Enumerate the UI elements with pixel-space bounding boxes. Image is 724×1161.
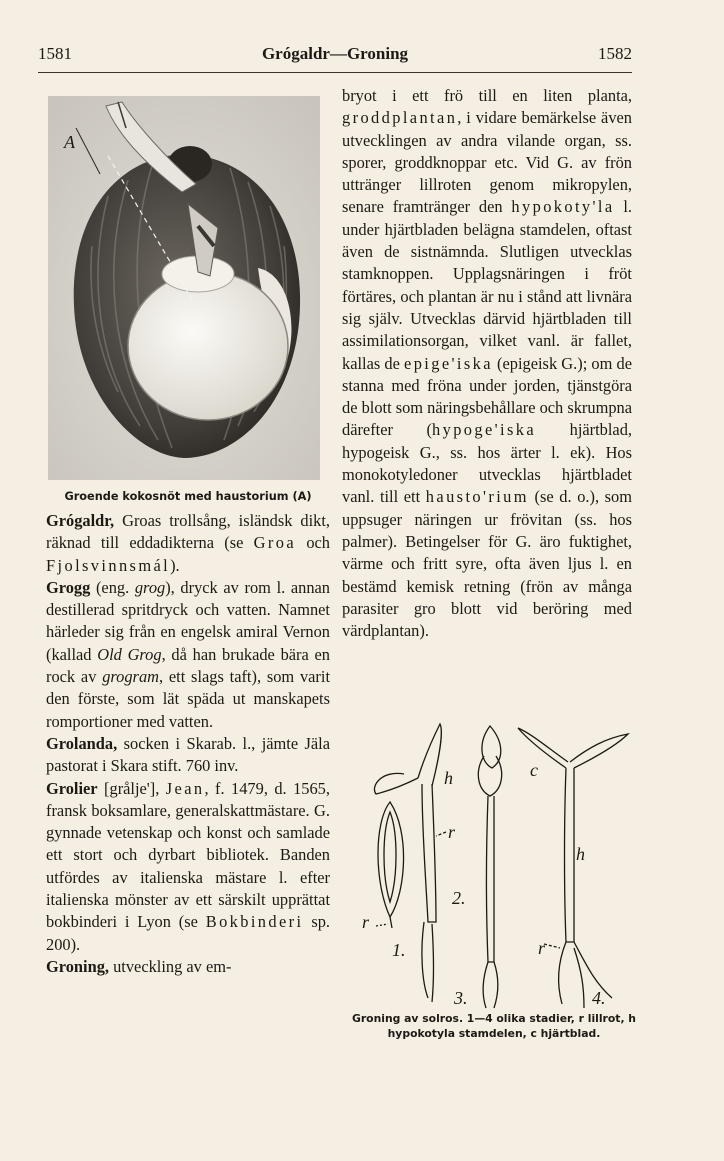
figure1-caption: Groende kokosnöt med haustorium (A) xyxy=(64,490,312,503)
label-h-stage2: h xyxy=(444,768,453,788)
label-r-stage4: r xyxy=(538,938,546,958)
entry-headword: Grogg xyxy=(46,577,91,597)
page-title: Grógaldr—Groning xyxy=(261,44,409,63)
label-r-stage1: r xyxy=(362,912,370,932)
entry-grolanda: Grolanda, socken i Skarab. l., jämte Jäla pastorat i Skara stift. 760 inv. xyxy=(46,733,330,776)
entry-grogaldr: Grógaldr, Groas trollsång, isländsk dikt, räknad till eddadikterna (se Groa och Fjolsvinnsmál). xyxy=(46,511,330,575)
label-c-stage4: c xyxy=(530,760,538,780)
entry-grogg: Grogg (eng. grog), dryck av rom l. annan destillerad spritdryck och vatten. Namnet härleder sig från en engelsk amiral Vernon (kallad Old Grog, då han brukade bära en rock av grogram, ett slags taft), som varit den förste, som lät späda ut manskapets romportioner med vatten. xyxy=(46,577,330,731)
entry-headword: Grolanda, xyxy=(46,733,118,753)
right-column xyxy=(342,85,632,642)
label-stage-1: 1. xyxy=(392,940,406,960)
label-stage-2: 2. xyxy=(452,888,466,908)
figure-label-a: A xyxy=(64,132,75,152)
cross-reference: Groa xyxy=(253,533,297,553)
left-column xyxy=(46,510,330,978)
entry-grolier: Grolier [grålje'], Jean, f. 1479, d. 1565, fransk boksamlare, generalskattmästare. G. gynnade vetenskap och konst och samlade ett stort och dyrbart bibliotek. Banden utfördes av italienska mästare l. efter italienska mönster av ett särskilt upprättat bokbinderi i Lyon (se Bokbinderi sp. 200). xyxy=(46,778,330,954)
coconut-figure xyxy=(48,96,320,480)
figure2-caption: Groning av solros. 1—4 olika stadier, r lillrot, h hypokotyla stamdelen, c hjärtblad. xyxy=(351,1012,636,1040)
page-header xyxy=(38,44,632,70)
page-number-right: 1582 xyxy=(598,44,632,63)
entry-groning: Groning, utveckling av em- xyxy=(46,956,232,976)
label-r-stage2: r xyxy=(448,822,456,842)
coconut-illustration xyxy=(48,96,320,480)
entry-headword: Grolier xyxy=(46,778,98,798)
entry-groning-continued: bryot i ett frö till en liten planta, groddplantan, i vidare bemärkelse även utvecklingen av andra vilande organ, ss. sporer, groddknoppar etc. Vid G. av frön uttränger lillroten genom mikropylen, senare framtränger den hypokoty'la l. under hjärtbladen belägna stamdelen, oftast även de sistnämnda. Slutligen utvecklas stamknoppen. Upplagsnäringen i fröt förtäres, och plantan är nu i stånd att livnära sig själv. Utvecklas därvid hjärtbladen till assimilationsorgan, vilket vanl. är fallet, kallas de epige'iska (epigeisk G.); om de stanna med fröna under jorden, tjänstgöra de blott som näringsbehållare och skrumpna därefter (hypoge'iska hjärtblad, hypogeisk G., ss. hos ärter l. ek). Hos monokotyledoner utvecklas hjärtbladet vanl. till ett hausto'rium (se d. o.), som uppsuger näringen ur frövitan (ss. hos palmer). Betingelser för G. äro fuktighet, värme och fritt syre, ofta även ljus l. en bestämd kemisk retning (frön av många parasiter gro blott vid beröring med värdplantan). xyxy=(342,86,633,641)
label-stage-3: 3. xyxy=(454,988,468,1008)
label-stage-4: 4. xyxy=(592,988,606,1008)
entry-headword: Groning, xyxy=(46,956,110,976)
cross-reference: Fjolsvinnsmál xyxy=(46,555,171,575)
cross-reference: Bokbinderi xyxy=(205,912,304,932)
entry-headword: Grógaldr, xyxy=(46,511,115,530)
sunflower-figure xyxy=(362,712,640,1012)
germination-illustration xyxy=(362,712,640,1012)
header-rule xyxy=(38,72,632,73)
label-h-stage4: h xyxy=(576,844,585,864)
page-number-left: 1581 xyxy=(38,44,72,63)
